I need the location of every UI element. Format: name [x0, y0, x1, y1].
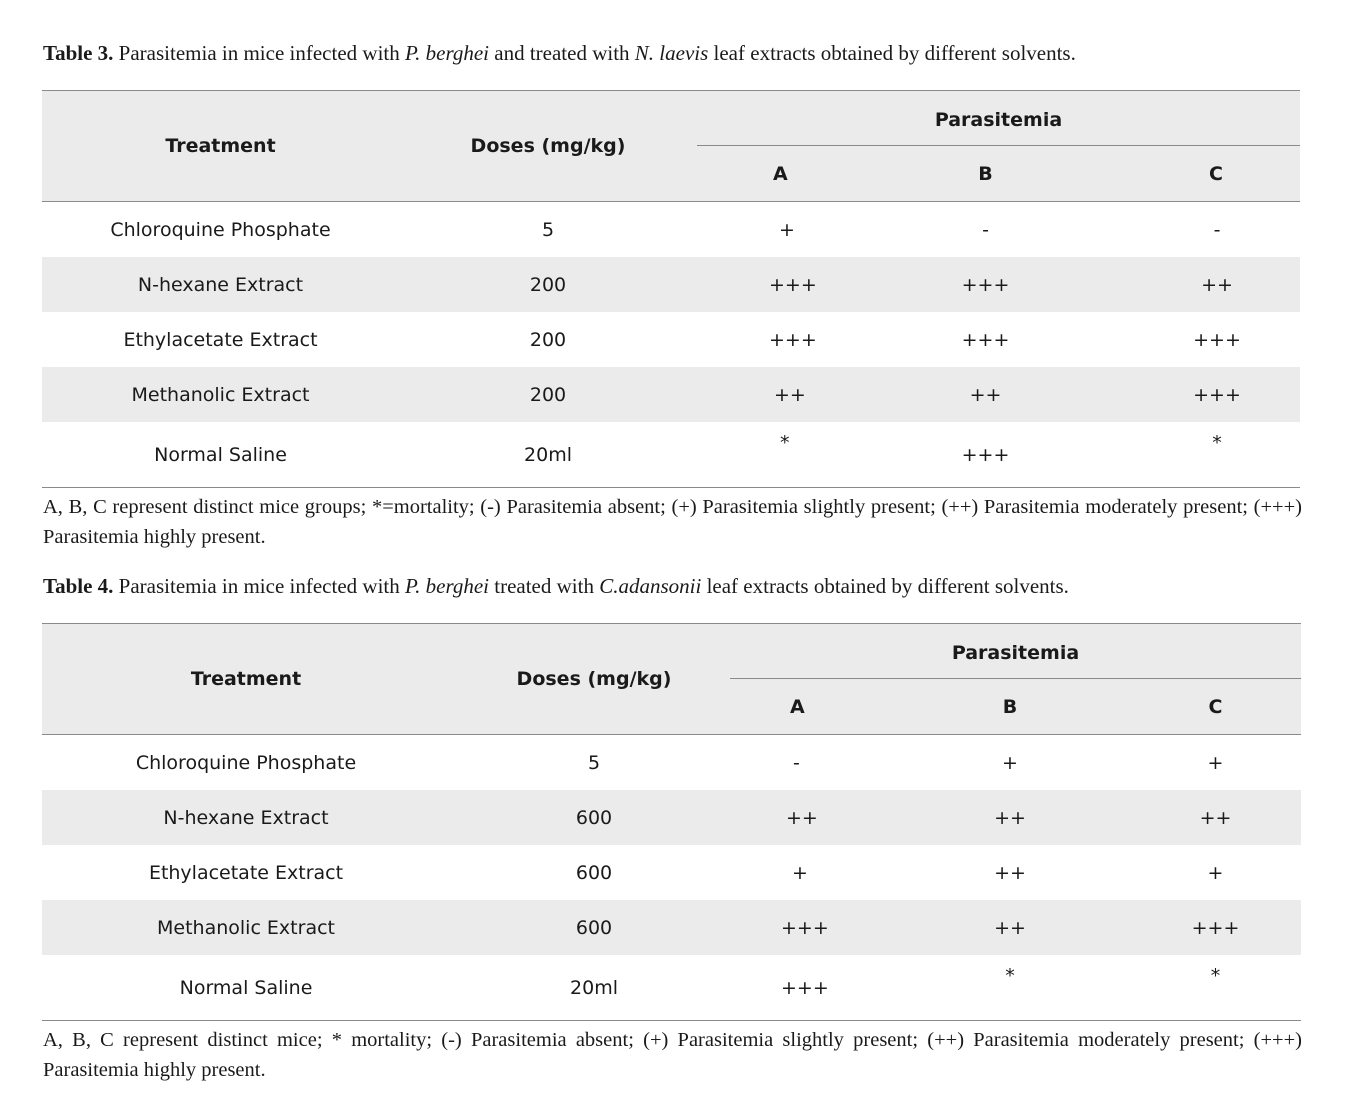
table4-header-b: B [910, 680, 1130, 735]
table4-caption [43, 571, 1303, 601]
table3-caption-label: Table 3. [43, 41, 114, 65]
table3-cell-treatment: Ethylacetate Extract [123, 328, 318, 351]
table4-cell-b: + [1002, 751, 1018, 774]
table3-cell-b: +++ [877, 422, 1134, 488]
table-row [42, 202, 1300, 258]
table4-cell-a: - [793, 751, 800, 774]
table4-note: A, B, C represent distinct mice; * mortality; (-) Parasitemia absent; (+) Parasitemia slightly present; (++) Parasitemia moderately present; (+++) Parasitemia highly present. [43, 1029, 1302, 1081]
table4-caption-label: Table 4. [43, 574, 114, 598]
table-row [42, 422, 1300, 488]
table3-header-parasitemia [697, 91, 1300, 147]
table3-cell-dose: 20ml [399, 422, 697, 488]
table3-header-c: C [1134, 147, 1300, 202]
table3-cell-dose: 5 [541, 218, 555, 241]
table3-cell-a: ++ [774, 383, 806, 406]
table3-cell-a: + [779, 218, 795, 241]
table3 [42, 90, 1300, 488]
table-row [42, 790, 1301, 845]
table4-cell-dose: 20ml [450, 955, 738, 1021]
table4-cell-c: + [1207, 751, 1224, 774]
table4-cell-treatment: N-hexane Extract [163, 806, 329, 829]
table4-cell-a: ++ [786, 806, 818, 829]
table3-caption-text: Parasitemia in mice infected with [113, 41, 405, 65]
table3-caption-plant: N. laevis [634, 41, 709, 65]
table4-cell-treatment: Chloroquine Phosphate [135, 751, 357, 774]
table3-caption [43, 38, 1303, 68]
table3-header-doses: Doses (mg/kg) [399, 91, 697, 202]
table-row [42, 367, 1300, 422]
table4-cell-b: * [910, 955, 1130, 1021]
table3-cell-dose: 200 [529, 273, 567, 296]
table3-cell-treatment: Normal Saline [42, 422, 399, 488]
table3-cell-c: +++ [1193, 328, 1241, 351]
table4-cell-dose: 5 [587, 751, 601, 774]
table4-cell-a: +++ [738, 955, 910, 1021]
table4-cell-dose: 600 [575, 861, 613, 884]
table-row [42, 257, 1300, 312]
table3-cell-c: +++ [1193, 383, 1241, 406]
table4-header-doses: Doses (mg/kg) [450, 624, 738, 735]
table-row [42, 735, 1301, 791]
table-row [42, 312, 1300, 367]
table3-caption-species: P. berghei [405, 41, 489, 65]
table3-note: A, B, C represent distinct mice groups; *=mortality; (-) Parasitemia absent; (+) Parasitemia slightly present; (++) Parasitemia moderately present; (+++) Parasitemia highly present. [43, 496, 1302, 548]
table4-caption-text: Parasitemia in mice infected with [113, 574, 405, 598]
table4-cell-dose: 600 [575, 806, 613, 829]
table4-cell-dose: 600 [575, 916, 613, 939]
table4-cell-treatment: Methanolic Extract [157, 916, 335, 939]
table3-cell-treatment: N-hexane Extract [137, 273, 304, 296]
table4 [42, 623, 1301, 1021]
table4-header-a: A [738, 680, 910, 735]
table3-cell-dose: 200 [529, 383, 567, 406]
table3-header-treatment: Treatment [42, 91, 399, 202]
table4-cell-c: + [1207, 861, 1224, 884]
table3-cell-c: - [1213, 218, 1221, 241]
table3-cell-b: ++ [969, 383, 1002, 406]
table4-caption-plant: C.adansonii [599, 574, 702, 598]
table4-header-c: C [1130, 680, 1301, 735]
table4-header-parasitemia [738, 624, 1301, 680]
table3-cell-a: +++ [769, 328, 817, 351]
table4-cell-b: ++ [994, 916, 1026, 939]
table4-cell-treatment: Normal Saline [42, 955, 450, 1021]
table3-cell-c: ++ [1201, 273, 1233, 296]
table4-caption-text: leaf extracts obtained by different solvents. [701, 574, 1069, 598]
table3-header-parasitemia-label: Parasitemia [697, 91, 1300, 146]
table3-cell-b: +++ [961, 328, 1010, 351]
table4-caption-species: P. berghei [405, 574, 489, 598]
table3-cell-b: - [982, 218, 989, 241]
table3-header-b: B [877, 147, 1134, 202]
table3-cell-a: +++ [769, 273, 817, 296]
table4-cell-treatment: Ethylacetate Extract [148, 861, 344, 884]
table3-cell-treatment: Chloroquine Phosphate [110, 218, 331, 241]
table3-cell-treatment: Methanolic Extract [131, 383, 310, 406]
table4-cell-c: +++ [1191, 916, 1240, 939]
table-row [42, 845, 1301, 900]
table4-cell-a: +++ [781, 916, 829, 939]
table4-cell-b: ++ [994, 806, 1026, 829]
table4-caption-text: treated with [489, 574, 600, 598]
table4-cell-a: + [792, 861, 808, 884]
table4-cell-c: * [1130, 955, 1301, 1021]
table-row [42, 955, 1301, 1021]
table3-cell-c: * [1134, 422, 1300, 488]
table3-caption-text: and treated with [489, 41, 635, 65]
table3-header-a: A [697, 147, 877, 202]
table-row [42, 900, 1301, 955]
table3-caption-text: leaf extracts obtained by different solvents. [708, 41, 1076, 65]
table4-header-treatment: Treatment [42, 624, 450, 735]
table4-cell-b: ++ [994, 861, 1026, 884]
table3-cell-b: +++ [961, 273, 1010, 296]
table3-cell-a: * [697, 422, 877, 488]
table4-header-parasitemia-label: Parasitemia [730, 624, 1301, 679]
table3-cell-dose: 200 [529, 328, 567, 351]
table4-cell-c: ++ [1199, 806, 1232, 829]
